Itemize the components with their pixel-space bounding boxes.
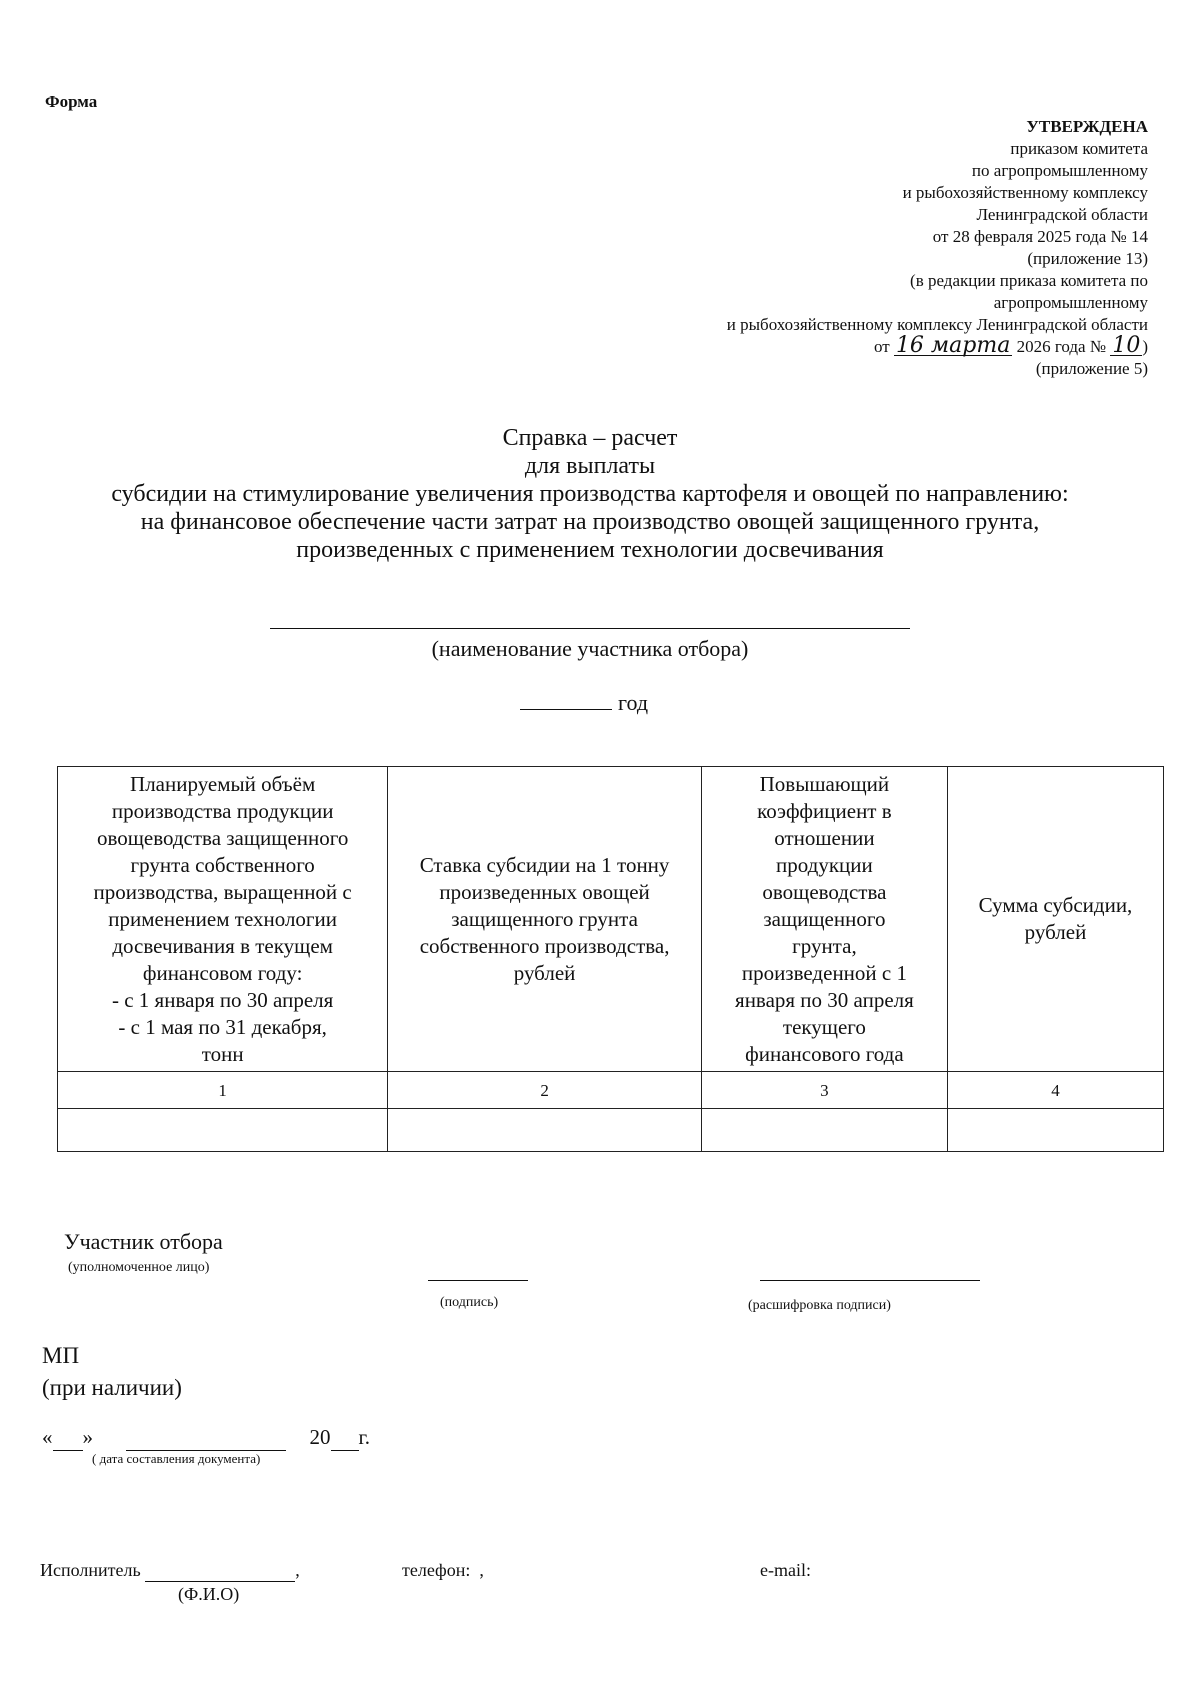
header-line: текущего [782,1014,866,1039]
subsidy-table [57,766,1164,1152]
executor-blank[interactable] [145,1560,295,1582]
header-line: Планируемый объём [130,771,316,796]
header-line: Сумма субсидии, [978,893,1133,917]
approval-line: от 28 февраля 2025 года № 14 [932,227,1148,246]
header-line: Ставка субсидии на 1 тонну [419,852,670,877]
header-line: грунта, [792,933,857,958]
title-line: произведенных с применением технологии досвечивания [296,537,884,563]
email-label: e-mail: [760,1560,811,1580]
header-line: произведенной с 1 [741,960,907,985]
approval-line: и рыбохозяйственному комплексу Ленинградской области [726,315,1148,334]
title-line: на финансовое обеспечение части затрат на производство овощей защищенного грунта, [140,509,1040,535]
header-line: досвечивания в текущем [112,933,333,958]
header-line: отношении [774,825,875,850]
header-line: января по 30 апреля [735,987,914,1012]
phone-label: телефон: [402,1560,471,1580]
header-line: продукции [776,852,873,877]
column-number: 4 [947,1072,1163,1109]
month-blank[interactable] [126,1425,286,1451]
header-line: - с 1 января по 30 апреля [111,987,334,1012]
approval-suffix: ) [1142,337,1148,356]
title-line: для выплаты [524,453,656,479]
phone-blank[interactable] [475,1560,480,1580]
header-line: Повышающий [759,771,890,796]
approval-line: (в редакции приказа комитета по [910,271,1148,290]
approval-line: и рыбохозяйственному комплексу [902,183,1148,202]
approval-line: по агропромышленному [971,161,1148,180]
executor-row: Исполнитель , [40,1560,300,1580]
header-cell [58,767,388,1072]
table-cell[interactable] [947,1109,1163,1152]
column-number: 1 [58,1072,388,1109]
fio-caption: (Ф.И.О) [178,1584,240,1604]
stamp-sub: (при наличии) [42,1375,182,1400]
year-blank[interactable] [520,709,612,710]
signer-sub: (уполномоченное лицо) [68,1260,210,1275]
approval-heading: УТВЕРЖДЕНА [1026,117,1148,136]
approval-line: Ленинградской области [976,205,1148,224]
header-line: применением технологии [108,906,338,931]
table-cell[interactable] [701,1109,947,1152]
form-label: Форма [45,92,98,111]
participant-caption: (наименование участника отбора) [431,636,749,661]
year-suffix: г. [358,1425,370,1449]
table-row [58,1109,1164,1152]
approval-block [548,116,1148,380]
header-line: финансовом году: [142,960,303,985]
header-line: защищенного [763,906,886,931]
approval-line: приказом комитета [1010,139,1148,158]
header-line: рублей [1024,920,1087,944]
handwritten-number: 10 [1112,333,1141,358]
stamp-label: МП [42,1343,80,1368]
header-line: произведенных овощей [439,879,650,904]
table-cell[interactable] [58,1109,388,1152]
header-line: коэффициент в [757,798,892,823]
stamp-block [42,1340,182,1404]
date-caption: ( дата составления документа) [92,1451,261,1466]
approval-line: (приложение 13) [1027,249,1148,268]
header-line: овощеводства [762,879,887,904]
header-cell [947,767,1163,1072]
header-line: грунта собственного [130,852,315,877]
year-label: год [618,690,649,715]
phone-row: телефон: , [402,1560,484,1580]
approval-line-handwritten [548,333,1148,358]
date-row [42,1425,370,1451]
approval-line: агропромышленному [993,293,1148,312]
header-line: рублей [513,960,576,985]
handwritten-date: 16 марта [895,333,1011,358]
table-number-row [58,1072,1164,1109]
signature-caption: (подпись) [440,1295,499,1310]
participant-name-line[interactable] [270,628,910,629]
approval-prefix: от [873,337,890,356]
year-blank-short[interactable] [331,1425,359,1451]
header-line: овощеводства защищенного [96,825,349,850]
header-line: производства продукции [111,798,334,823]
table-header-row [58,767,1164,1072]
document-title [30,424,1150,564]
approval-line: (приложение 5) [1035,359,1148,378]
signature-line[interactable] [428,1280,528,1281]
day-blank[interactable] [53,1425,83,1451]
year-prefix: 20 [309,1425,331,1449]
email-blank[interactable] [815,1560,820,1580]
header-line: защищенного грунта [451,906,638,931]
title-line: субсидии на стимулирование увеличения производства картофеля и овощей по направлению: [111,481,1069,507]
approval-mid: 2026 года № [1016,337,1107,356]
signer-label: Участник отбора [64,1229,223,1254]
column-number: 3 [701,1072,947,1109]
decoding-caption: (расшифровка подписи) [748,1298,891,1313]
header-cell [701,767,947,1072]
year-field [520,690,648,716]
header-line: - с 1 мая по 31 декабря, [118,1014,327,1039]
open-quote: « [42,1425,53,1449]
executor-label: Исполнитель [40,1560,141,1580]
header-line: собственного производства, [419,933,670,958]
close-quote: » [82,1425,93,1449]
column-number: 2 [388,1072,702,1109]
decoding-line[interactable] [760,1280,980,1281]
header-line: производства, выращенной с [93,879,352,904]
header-line: финансового года [745,1041,904,1066]
title-line: Справка – расчет [502,425,678,451]
header-line: тонн [201,1041,244,1066]
table-cell[interactable] [388,1109,702,1152]
header-cell [388,767,702,1072]
email-row [760,1560,820,1581]
